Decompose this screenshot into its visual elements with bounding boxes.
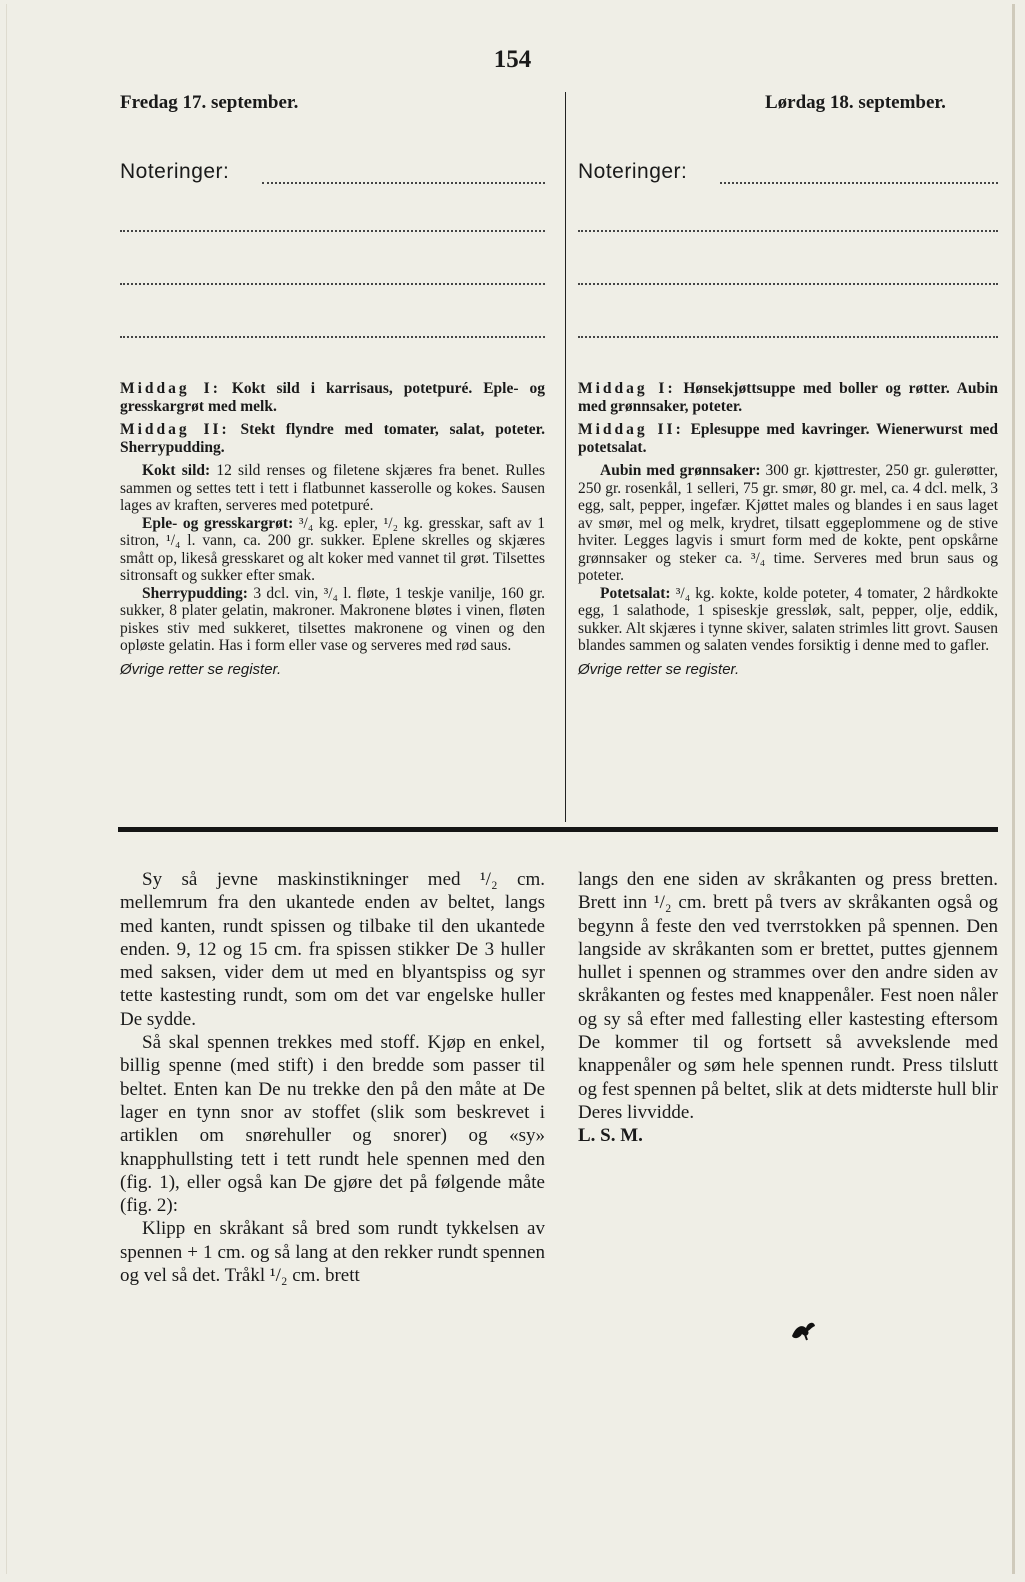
- other-dishes-note: Øvrige retter se register.: [120, 660, 282, 678]
- left-day-heading: Fredag 17. september.: [120, 92, 299, 113]
- middag-1-text: Hønsekjøttsuppe med boller og røtter. Aubin med grønnsaker, poteter.: [578, 380, 999, 415]
- column-divider: [565, 92, 566, 822]
- article-signature: L. S. M.: [578, 1125, 643, 1147]
- right-notes-line: [720, 182, 998, 184]
- right-notes-line: [578, 283, 998, 285]
- right-notes-line: [578, 230, 998, 232]
- middag-2-text: Stekt flyndre med tomater, salat, poteter. Sherrypudding.: [120, 421, 545, 456]
- middag-2-label: Middag II:: [120, 421, 230, 438]
- recipe-title: Kokt sild:: [142, 462, 211, 479]
- article-paragraph: Så skal spennen trekkes med stoff. Kjøp en enkel, billig spenne (med stift) i den bredde som passer til beltet. Enten kan De nu trekke den på den måte at De lager en tynn snor av stoffet (slik som beskrevet i artiklen om snørehuller og snorer) og «sy» knapphullsting tett i tett rundt hele spennen med den (fig. 1), eller også kan De gjøre det på følgende måte (fig. 2):: [120, 1032, 545, 1217]
- middag-1-label: Middag I:: [578, 380, 676, 397]
- article-paragraph: langs den ene siden av skråkanten og press bretten. Brett inn ¹/₂ cm. brett på tvers av skråkanten også og begynn å feste den ved tverrstokken på spennen. Den langside av skråkanten som er brettet, puttes gjennem hullet i spennen og strammes over den andre siden av skråkanten og festes med knappenåler. Fest noen nåler og sy så efter med fallesting eller kastesting eftersom De kommer til og fortsett så avvekslende med knappenåler og søm hele spennen rundt. Press tilslutt og fest spennen på beltet, slik at dets midterste hull blir Deres livvidde.: [578, 869, 998, 1123]
- article-right-column: [578, 868, 998, 1148]
- article-paragraph: Sy så jevne maskinstikninger med ¹/₂ cm. mellemrum fra den ukantede enden av beltet, langs med kanten, rundt spissen og tilbake til den ukantede enden. 9, 12 og 15 cm. fra spissen stikker De 3 huller med saksen, vider dem ut med en blyantspiss og syr tette kastesting rundt, som om det var engelske huller De sydde.: [120, 869, 545, 1030]
- recipe-text: ³/₄ kg. epler, ¹/₂ kg. gresskar, saft av 1 sitron, ¹/₄ l. vann, ca. 200 gr. sukker. Eplene skrelles og skjæres smått op, likeså gresskaret og alt koker med vannet til grøt. Tilsettes sitronsaft og sukker efter smak.: [120, 514, 545, 584]
- left-notes-line: [120, 230, 545, 232]
- recipe-text: 12 sild renses og filetene skjæres fra benet. Rulles sammen og settes tett i tett i flatbunnet kasserolle og kokes. Sausen lages av kraften, serveres med potetpuré.: [120, 462, 546, 514]
- page-frame: [6, 4, 1015, 1574]
- ornament-flower-icon: [788, 1318, 818, 1349]
- recipe-title: Aubin med grønnsaker:: [600, 462, 761, 479]
- middag-2-text: Eplesuppe med kavringer. Wienerwurst med potetsalat.: [578, 421, 998, 456]
- middag-1-label: Middag I:: [120, 380, 221, 397]
- recipe-text: 3 dcl. vin, ³/₄ l. fløte, 1 teskje vanilje, 160 gr. sukker, 8 plater gelatin, makroner. Makronene bløtes i vinen, fløten piskes stiv med sukkeret, tilsettes makronene og vinen og den opløste gelatin. Has i form eller vase og serveres med rød saus.: [120, 584, 546, 654]
- left-menu-section: [120, 380, 545, 678]
- page-number: 154: [493, 46, 532, 73]
- right-day-heading: Lørdag 18. september.: [765, 92, 946, 113]
- recipe-title: Eple- og gresskargrøt:: [142, 514, 294, 532]
- right-menu-section: [578, 380, 998, 678]
- right-notes-label: Noteringer:: [578, 160, 688, 183]
- article-left-column: [120, 868, 545, 1287]
- middag-2-label: Middag II:: [578, 421, 684, 438]
- other-dishes-note: Øvrige retter se register.: [578, 660, 740, 678]
- section-rule: [118, 827, 998, 832]
- left-notes-line: [120, 283, 545, 285]
- recipe-text: ³/₄ kg. kokte, kolde poteter, 4 tomater, 2 hårdkokte egg, 1 salathode, 1 spiseskje gressløk, salt, pepper, olje, eddik, sukker. Alt skjæres i tynne skiver, salaten strimles litt grovt. Sausen blandes sammen og salaten vendes forsiktig i denne med to gafler.: [578, 584, 999, 654]
- left-notes-label: Noteringer:: [120, 160, 230, 183]
- recipe-title: Sherrypudding:: [142, 584, 248, 602]
- article-paragraph: Klipp en skråkant så bred som rundt tykkelsen av spennen + 1 cm. og så lang at den rekker rundt spennen og vel så det. Tråkl ¹/₂ cm. brett: [120, 1218, 545, 1287]
- right-notes-line: [578, 336, 998, 338]
- left-notes-line: [120, 336, 545, 338]
- recipe-title: Potetsalat:: [600, 584, 671, 602]
- left-notes-line: [262, 182, 545, 184]
- recipe-text: 300 gr. kjøttrester, 250 gr. gulerøtter, 250 gr. rosenkål, 1 selleri, 75 gr. smør, 80 gr. mel, ca. 4 dcl. melk, 3 egg, salt, pepper, ingefær. Kjøttet males og blandes i en saus laget av smør, mel og melk, krydret, tilsatt eggeplommene og de stive hviter. Legges lagvis i smurt form med de kokte, pent opskårne grønnsaker og steker ca. ³/₄ time. Serveres med brun saus og poteter.: [578, 462, 999, 584]
- middag-1-text: Kokt sild i karrisaus, potetpuré. Eple- og gresskargrøt med melk.: [120, 380, 545, 415]
